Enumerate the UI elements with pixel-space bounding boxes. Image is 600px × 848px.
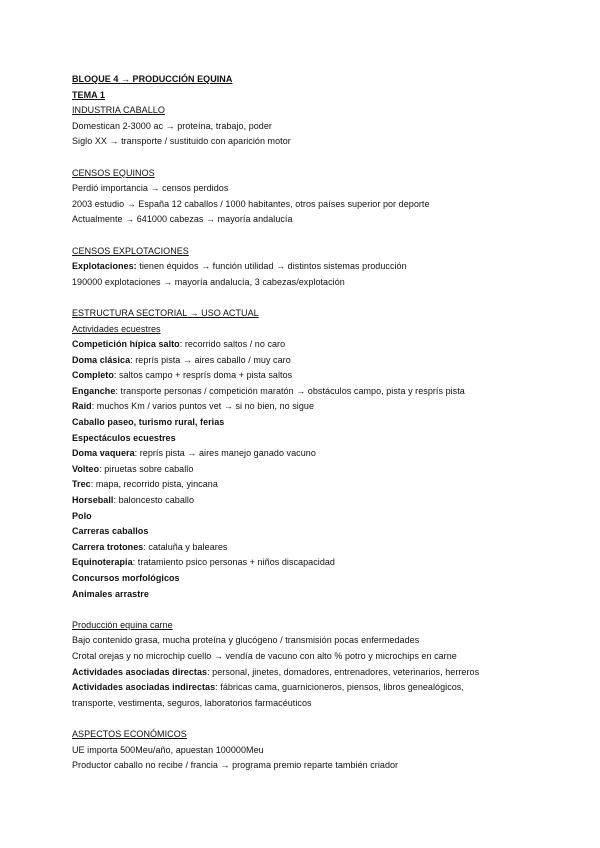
section-heading-aspectos: ASPECTOS ECONÓMICOS (72, 728, 187, 739)
text-line: Siglo XX → transporte / sustituido con aparición motor (72, 136, 291, 147)
item-term: Raid (72, 401, 92, 412)
item-term: Animales arrastre (72, 588, 149, 599)
list-item (72, 477, 532, 493)
list-item (72, 680, 532, 696)
item-text: : recorrido saltos / no caro (179, 339, 286, 350)
item-text: : muchos Km / varios puntos vet → si no bien, no sigue (91, 401, 315, 412)
item-term: Concursos morfológicos (72, 573, 180, 583)
item-text: Bajo contenido grasa, mucha proteína y glucógeno / transmisión pocas enfermedades (72, 635, 420, 646)
item-term: Horseball (72, 495, 114, 506)
item-term: Enganche (72, 385, 116, 396)
item-term: Actividades asociadas directas (72, 666, 208, 677)
list-item (72, 384, 532, 400)
spacer (72, 150, 532, 166)
item-text: : piruetas sobre caballo (99, 463, 194, 474)
list-item (72, 337, 532, 353)
block-title: BLOQUE 4 → PRODUCCIÓN EQUINA (72, 74, 233, 84)
list-item (72, 368, 532, 384)
item-term: Polo (72, 510, 92, 521)
list-item (72, 462, 532, 478)
topic-title: TEMA 1 (72, 89, 105, 100)
list-item (72, 259, 532, 275)
item-term: Carrera trotones (72, 541, 144, 552)
section-heading-censos-explotaciones: CENSOS EXPLOTACIONES (72, 245, 189, 256)
item-text: 190000 explotaciones → mayoría andalucía, 3 cabezas/explotación (72, 276, 345, 287)
item-text: : transporte personas / competición maratón → obstáculos campo, pista y resprís pista (115, 385, 465, 396)
spacer (72, 290, 532, 306)
item-term: Carreras caballos (72, 526, 149, 537)
text-line: Domestican 2-3000 ac → proteína, trabajo, poder (72, 120, 272, 131)
item-term: Competición hípica salto (72, 339, 180, 350)
item-text: : cataluña y baleares (143, 541, 228, 552)
list-item (72, 696, 532, 712)
section-heading-industria: INDUSTRIA CABALLO (72, 105, 165, 116)
item-term: Doma clásica (72, 354, 131, 365)
text-line: Perdió importancia → censos perdidos (72, 183, 229, 194)
text-line: Productor caballo no recibe / francia → programa premio reparte también criador (72, 760, 399, 771)
spacer (72, 711, 532, 727)
list-item (72, 509, 532, 525)
section-heading-estructura: ESTRUCTURA SECTORIAL → USO ACTUAL (72, 307, 259, 318)
section-heading-produccion-carne: Producción equina carne (72, 619, 173, 630)
item-term: Doma vaquera (72, 448, 135, 459)
subheading-actividades: Actividades ecuestres (72, 323, 161, 334)
item-term: Actividades asociadas indirectas (72, 682, 216, 693)
item-text: : mapa, recorrido pista, yincana (90, 479, 218, 490)
item-term: Volteo (72, 463, 100, 474)
list-item (72, 399, 532, 415)
item-term: Equinoterapia (72, 557, 133, 568)
list-item (72, 524, 532, 540)
item-term: Trec (72, 479, 91, 490)
actividades-list (72, 337, 532, 602)
list-item (72, 587, 532, 603)
list-item (72, 571, 532, 587)
list-item (72, 415, 532, 431)
item-text: Crotal orejas y no microchip cuello → vendía de vacuno con alto % potro y microchips en carne (72, 650, 457, 661)
text-line: UE importa 500Meu/año, apuestan 100000Meu (72, 744, 264, 755)
item-text: transporte, vestimenta, seguros, laboratorios farmacéuticos (72, 697, 312, 708)
item-term: Caballo paseo, turismo rural, ferias (72, 417, 225, 428)
list-item (72, 353, 532, 369)
item-text: : reprís pista → aires caballo / muy caro (130, 354, 291, 365)
explotaciones-list (72, 259, 532, 290)
item-text: : tratamiento psico personas + niños discapacidad (132, 557, 335, 568)
document-content (72, 72, 532, 774)
list-item (72, 665, 532, 681)
spacer (72, 228, 532, 244)
list-item (72, 431, 532, 447)
list-item (72, 540, 532, 556)
item-text: : baloncesto caballo (113, 495, 195, 506)
item-text: tienen équidos → función utilidad → distintos sistemas producción (136, 261, 407, 272)
item-text: : reprís pista → aires manejo ganado vacuno (134, 448, 316, 459)
list-item (72, 275, 532, 291)
list-item (72, 649, 532, 665)
list-item (72, 493, 532, 509)
section-heading-censos-equinos: CENSOS EQUINOS (72, 167, 155, 178)
spacer (72, 602, 532, 618)
list-item (72, 633, 532, 649)
item-text: : fábricas cama, guarnicioneros, piensos, libros genealógicos, (215, 682, 464, 693)
text-line: Actualmente → 641000 cabezas → mayoría andalucía (72, 214, 293, 225)
item-text: : personal, jinetes, domadores, entrenadores, veterinarios, herreros (207, 666, 480, 677)
item-term: Espectáculos ecuestres (72, 432, 176, 443)
list-item (72, 446, 532, 462)
item-term: Explotaciones: (72, 261, 137, 272)
text-line: 2003 estudio → España 12 caballos / 1000 habitantes, otros países superior por deporte (72, 198, 430, 209)
list-item (72, 555, 532, 571)
item-text: : saltos campo + resprís doma + pista saltos (113, 370, 293, 381)
item-term: Completo (72, 370, 114, 381)
produccion-carne-list (72, 633, 532, 711)
